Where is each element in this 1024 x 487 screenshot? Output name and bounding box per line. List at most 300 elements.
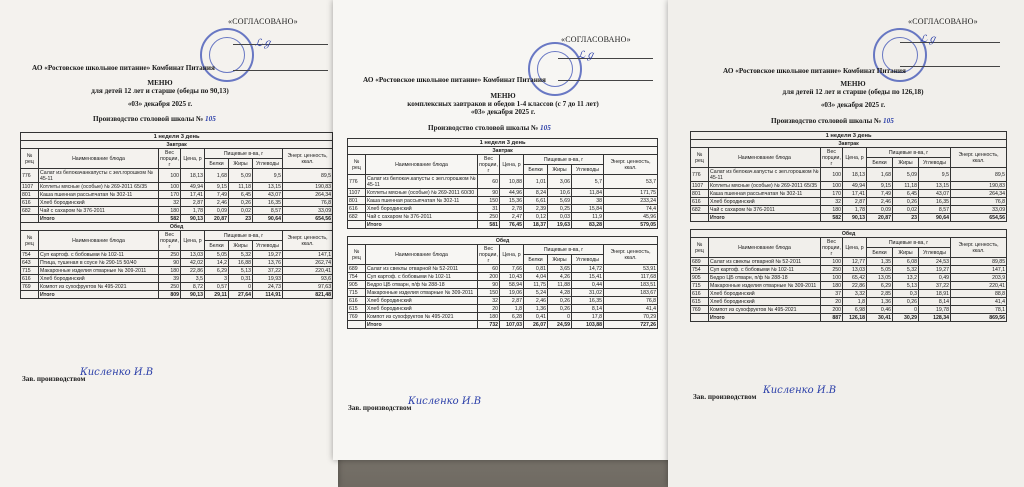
cell-recipe-no: 1107: [691, 182, 709, 190]
cell-energy: 78,1: [951, 306, 1007, 314]
cell-portion-weight: 20: [821, 298, 843, 306]
cell-energy: 220,41: [951, 282, 1007, 290]
cell-dish-name: Макаронные изделия отварные № 309-2011: [366, 289, 478, 297]
cell-carbs: 19,93: [253, 275, 283, 283]
signature: ℒℊ: [255, 38, 273, 49]
breakfast-rows: [21, 169, 333, 215]
cell-dish-name: Чай с сахаром № 376-2011: [39, 207, 159, 215]
cell-proteins: 2,46: [867, 198, 893, 206]
cell-fats: 3,06: [548, 175, 572, 189]
total-label: Итого: [366, 221, 478, 229]
col-recipe-no: № рец: [348, 155, 366, 175]
col-carbs: Углеводы: [919, 248, 951, 258]
col-carbs: Углеводы: [572, 165, 604, 175]
cell-energy: 147,1: [283, 251, 333, 259]
col-recipe-no: № рец: [691, 148, 709, 168]
cell-energy: 190,83: [951, 182, 1007, 190]
cell-recipe-no: 616: [691, 290, 709, 298]
col-proteins: Белки: [524, 165, 548, 175]
production-head-label: Зав. производством: [22, 375, 86, 383]
cell-dish-name: Суп картоф. с бобовыми № 102-11: [39, 251, 159, 259]
table-row: [348, 305, 658, 313]
table-row: [21, 183, 333, 191]
cell-dish-name: Салат из свеклы отварной № 52-2011: [366, 265, 478, 273]
cell-portion-weight: 60: [478, 265, 500, 273]
cell-recipe-no: 754: [348, 273, 366, 281]
cell-dish-name: Салат из белокачанкапусты с зел.горошком № 45-11: [39, 169, 159, 183]
cell-portion-weight: 170: [159, 191, 181, 199]
lunch-total-row: [691, 314, 1007, 322]
cell-price: 1,8: [500, 305, 524, 313]
cell-fats: 0: [893, 306, 919, 314]
cell-recipe-no: 905: [348, 281, 366, 289]
cell-recipe-no: 769: [21, 283, 39, 291]
col-proteins: Белки: [205, 241, 229, 251]
total-price: 107,03: [500, 321, 524, 329]
table-row: [691, 168, 1007, 182]
production-label: [428, 124, 551, 132]
cell-energy: 89,85: [951, 258, 1007, 266]
cell-dish-name: Хлеб бородинский: [366, 305, 478, 313]
col-energy: Энерг. ценность, ккал.: [604, 155, 658, 175]
cell-dish-name: Бедро ЦБ отварн, п/ф № 288-18: [366, 281, 478, 289]
production-head-signature: Кисленко И.В: [408, 396, 482, 407]
organization-name: АО «Ростовское школьное питание» Комбинат Питания: [723, 67, 906, 75]
section-lunch: Обед: [348, 237, 658, 245]
cell-carbs: 15,84: [572, 205, 604, 213]
cell-recipe-no: 769: [348, 313, 366, 321]
section-breakfast: Завтрак: [348, 147, 658, 155]
cell-price: 58,94: [500, 281, 524, 289]
cell-dish-name: Макаронные изделия отварные № 309-2011: [709, 282, 821, 290]
col-portion-weight: Вес порции, г: [822, 238, 841, 257]
production-head-label: Зав. производством: [693, 393, 757, 401]
cell-energy: 89,5: [283, 169, 333, 183]
cell-portion-weight: 90: [159, 259, 181, 267]
cell-proteins: 5,05: [867, 266, 893, 274]
lunch-rows: [348, 265, 658, 321]
cell-proteins: 9,15: [205, 183, 229, 191]
cell-recipe-no: 1107: [21, 183, 39, 191]
cell-proteins: 4,04: [524, 273, 548, 281]
cell-portion-weight: 32: [159, 199, 181, 207]
col-proteins: Белки: [524, 255, 548, 265]
cell-fats: 0,25: [548, 205, 572, 213]
cell-dish-name: Хлеб бородинский: [39, 199, 159, 207]
signature-line: [558, 58, 653, 59]
cell-portion-weight: 39: [159, 275, 181, 283]
cell-energy: 33,09: [283, 207, 333, 215]
cell-proteins: 0,57: [205, 283, 229, 291]
cell-dish-name: Салат из белокач.капусты с зел.горошком № 45-11: [367, 175, 476, 188]
col-price: Цена, р: [181, 231, 205, 251]
cell-price: 1,78: [843, 206, 867, 214]
total-carbs: 90,64: [919, 214, 951, 222]
cell-recipe-no: 682: [691, 206, 709, 214]
cell-fats: 0,26: [548, 297, 572, 305]
signature-line: [233, 44, 328, 45]
signature-line-2: [233, 70, 328, 71]
menu-subtitle: для детей 12 лет и старше (обеды по 90,13): [91, 87, 229, 95]
cell-price: 42,02: [181, 259, 205, 267]
cell-dish-name: Чай с сахаром № 376-2011: [366, 213, 478, 221]
cell-fats: 13,2: [893, 274, 919, 282]
approval-heading: «СОГЛАСОВАНО»: [908, 17, 978, 26]
section-breakfast: Завтрак: [21, 141, 333, 149]
cell-energy: 117,68: [604, 273, 658, 281]
table-row: [348, 189, 658, 197]
total-price: 90,13: [843, 214, 867, 222]
menu-subtitle: для детей 12 лет и старше (обеды по 126,18): [782, 88, 924, 96]
cell-proteins: 6,29: [867, 282, 893, 290]
cell-price: 15,36: [500, 197, 524, 205]
cell-carbs: 8,14: [572, 305, 604, 313]
total-carbs: 90,64: [253, 215, 283, 223]
cell-carbs: 19,27: [253, 251, 283, 259]
table-row: [691, 198, 1007, 206]
menu-sheet-3: [668, 0, 1024, 487]
menu-date: «03» декабря 2025 г.: [820, 101, 886, 109]
cell-proteins: 2,85: [867, 290, 893, 298]
col-recipe-no: № рец: [348, 245, 366, 265]
total-weight: 582: [821, 214, 843, 222]
cell-proteins: 6,61: [524, 197, 548, 205]
col-price: Цена, р: [181, 149, 205, 169]
cell-recipe-no: 615: [348, 305, 366, 313]
total-fats: 27,64: [229, 291, 253, 299]
cell-carbs: 18,91: [919, 290, 951, 298]
cell-recipe-no: 754: [691, 266, 709, 274]
cell-portion-weight: 250: [159, 251, 181, 259]
cell-portion-weight: 150: [478, 289, 500, 297]
production-label: [771, 117, 894, 125]
cell-portion-weight: 90: [478, 281, 500, 289]
cell-carbs: 43,07: [919, 190, 951, 198]
cell-price: 3,32: [843, 290, 867, 298]
cell-energy: 76,8: [604, 297, 658, 305]
total-weight: 581: [478, 221, 500, 229]
cell-dish-name: Хлеб бородинский: [366, 297, 478, 305]
cell-price: 49,94: [181, 183, 205, 191]
cell-energy: 70,29: [604, 313, 658, 321]
cell-dish-name: Хлеб бородинский: [39, 275, 159, 283]
cell-carbs: 38: [572, 197, 604, 205]
cell-fats: 0,03: [548, 213, 572, 221]
cell-price: 22,86: [181, 267, 205, 275]
cell-energy: 264,34: [283, 191, 333, 199]
cell-recipe-no: 616: [348, 205, 366, 213]
cell-price: 6,28: [500, 313, 524, 321]
cell-portion-weight: 37: [821, 290, 843, 298]
cell-recipe-no: 616: [21, 275, 39, 283]
cell-fats: 0: [229, 283, 253, 291]
menu-title: МЕНЮ: [840, 80, 866, 88]
cell-price: 44,96: [500, 189, 524, 197]
cell-recipe-no: 616: [348, 297, 366, 305]
cell-recipe-no: 801: [691, 190, 709, 198]
official-stamp: [200, 28, 254, 82]
cell-carbs: 5,7: [572, 175, 604, 189]
total-proteins: 26,07: [524, 321, 548, 329]
cell-portion-weight: 250: [821, 266, 843, 274]
production-label: [93, 115, 216, 123]
col-recipe-no: № рец: [21, 149, 39, 169]
organization-name: АО «Ростовское школьное питание» Комбинат Питания: [363, 76, 546, 84]
total-energy: 579,05: [604, 221, 658, 229]
total-fats: 19,63: [548, 221, 572, 229]
cell-energy: 203,9: [951, 274, 1007, 282]
table-row: [21, 259, 333, 267]
total-weight: 732: [478, 321, 500, 329]
cell-dish-name: Компот из сухофруктов № 495-2021: [709, 306, 821, 314]
cell-dish-name: Хлеб бородинский: [709, 198, 821, 206]
col-energy: Энерг. ценность, ккал.: [283, 231, 333, 251]
total-fats: 23: [229, 215, 253, 223]
cell-fats: 11,18: [229, 183, 253, 191]
menu-date: «03» декабря 2025 г.: [470, 108, 536, 116]
organization-name: АО «Ростовское школьное питание» Комбинат Питания: [32, 64, 215, 72]
menu-subtitle: комплексных завтраков и обедов 1-4 классов (с 7 до 11 лет): [407, 100, 599, 108]
menu-table-sheet-1: [20, 132, 333, 299]
school-number: 105: [205, 115, 216, 123]
official-stamp: [528, 42, 582, 96]
breakfast-total-row: [21, 215, 333, 223]
lunch-rows: [691, 258, 1007, 314]
col-nutrition: Пищевые в-ва, г: [524, 155, 604, 165]
cell-energy: 74,4: [604, 205, 658, 213]
cell-portion-weight: 60: [478, 175, 500, 189]
cell-fats: 0,02: [229, 207, 253, 215]
cell-price: 2,78: [500, 205, 524, 213]
cell-price: 1,78: [181, 207, 205, 215]
cell-recipe-no: 754: [21, 251, 39, 259]
col-dish-name: Наименование блюда: [709, 238, 821, 258]
cell-recipe-no: 776: [348, 175, 366, 189]
col-nutrition: Пищевые в-ва, г: [867, 148, 951, 158]
cell-fats: 6,08: [893, 258, 919, 266]
cell-recipe-no: 682: [21, 207, 39, 215]
table-row: [348, 297, 658, 305]
cell-dish-name: Суп картоф. с бобовыми № 102-11: [366, 273, 478, 281]
cell-energy: 147,1: [951, 266, 1007, 274]
cell-fats: 0,26: [229, 199, 253, 207]
cell-portion-weight: 180: [821, 282, 843, 290]
total-carbs: 83,28: [572, 221, 604, 229]
production-head-signature: Кисленко И.В: [763, 385, 837, 396]
cell-price: 2,87: [843, 198, 867, 206]
cell-carbs: 16,35: [572, 297, 604, 305]
signature: ℒℊ: [920, 34, 938, 45]
cell-proteins: 0,12: [524, 213, 548, 221]
signature-line-2: [900, 66, 1000, 67]
menu-title: МЕНЮ: [147, 79, 173, 87]
cell-proteins: 1,68: [205, 169, 229, 183]
menu-title: МЕНЮ: [490, 92, 516, 100]
cell-energy: 262,74: [283, 259, 333, 267]
total-energy: 654,56: [283, 215, 333, 223]
cell-price: 2,87: [181, 199, 205, 207]
col-nutrition: Пищевые в-ва, г: [524, 245, 604, 255]
cell-proteins: 3: [205, 275, 229, 283]
cell-proteins: 0,41: [524, 313, 548, 321]
table-row: [348, 197, 658, 205]
cell-proteins: 1,01: [524, 175, 548, 189]
col-price: Цена, р: [500, 155, 524, 175]
cell-fats: 0,02: [893, 206, 919, 214]
cell-price: 19,06: [500, 289, 524, 297]
total-proteins: 29,11: [205, 291, 229, 299]
col-carbs: Углеводы: [572, 255, 604, 265]
cell-fats: 4,26: [548, 273, 572, 281]
col-portion-weight: Вес порции, г: [160, 231, 179, 250]
production-head-signature: Кисленко И.В: [80, 367, 154, 378]
cell-proteins: 8,24: [524, 189, 548, 197]
cell-carbs: 43,07: [253, 191, 283, 199]
cell-price: 17,41: [181, 191, 205, 199]
col-energy: Энерг. ценность, ккал.: [604, 245, 658, 265]
cell-portion-weight: 250: [478, 213, 500, 221]
cell-fats: 0,26: [893, 298, 919, 306]
cell-recipe-no: 682: [348, 213, 366, 221]
cell-energy: 97,63: [283, 283, 333, 291]
cell-fats: 5,13: [893, 282, 919, 290]
total-fats: 23: [893, 214, 919, 222]
menu-sheet-1: [0, 0, 338, 487]
cell-price: 13,03: [181, 251, 205, 259]
cell-recipe-no: 801: [348, 197, 366, 205]
table-gap: [348, 229, 658, 237]
cell-dish-name: Птица, тушеная в соусе № 290-15 50/40: [39, 259, 159, 267]
cell-energy: 171,75: [604, 189, 658, 197]
cell-price: 1,8: [843, 298, 867, 306]
cell-fats: 11,18: [893, 182, 919, 190]
col-nutrition: Пищевые в-ва, г: [205, 149, 283, 159]
total-energy: 821,48: [283, 291, 333, 299]
cell-price: 13,03: [843, 266, 867, 274]
cell-price: 65,42: [843, 274, 867, 282]
total-proteins: 18,37: [524, 221, 548, 229]
total-price: 90,13: [181, 215, 205, 223]
cell-price: 12,77: [843, 258, 867, 266]
cell-energy: 33,09: [951, 206, 1007, 214]
cell-carbs: 37,22: [919, 282, 951, 290]
col-portion-weight: Вес порции, г: [160, 149, 179, 168]
total-proteins: 20,87: [205, 215, 229, 223]
cell-carbs: 24,53: [919, 258, 951, 266]
cell-energy: 190,83: [283, 183, 333, 191]
cell-dish-name: Котлеты мясные (особые) № 269-2011 65/35: [39, 183, 159, 191]
table-row: [348, 175, 658, 189]
cell-dish-name: Салат из свеклы отварной № 52-2011: [709, 258, 821, 266]
cell-carbs: 16,35: [919, 198, 951, 206]
cell-portion-weight: 150: [478, 197, 500, 205]
table-row: [691, 290, 1007, 298]
col-recipe-no: № рец: [21, 231, 39, 251]
cell-fats: 0,3: [893, 290, 919, 298]
total-energy: 869,56: [951, 314, 1007, 322]
cell-proteins: 0,81: [524, 265, 548, 273]
table-row: [21, 267, 333, 275]
table-row: [691, 266, 1007, 274]
cell-dish-name: Каша пшенная рассыпчатая № 302-11: [39, 191, 159, 199]
cell-carbs: 14,72: [572, 265, 604, 273]
total-label: Итого: [39, 291, 159, 299]
cell-portion-weight: 200: [478, 273, 500, 281]
col-portion-weight: Вес порции, г: [479, 245, 498, 264]
cell-carbs: 13,15: [919, 182, 951, 190]
cell-carbs: 8,57: [919, 206, 951, 214]
lunch-total-row: [21, 291, 333, 299]
cell-fats: 4,28: [548, 289, 572, 297]
table-row: [348, 265, 658, 273]
cell-carbs: 17,8: [572, 313, 604, 321]
cell-carbs: 15,41: [572, 273, 604, 281]
table-row: [21, 207, 333, 215]
week-day-banner: 1 неделя 3 день: [21, 133, 333, 141]
table-row: [21, 275, 333, 283]
production-head-label: Зав. производством: [348, 404, 412, 412]
cell-dish-name: Хлеб бородинский: [709, 290, 821, 298]
cell-price: 8,72: [181, 283, 205, 291]
table-row: [348, 273, 658, 281]
cell-portion-weight: 100: [821, 274, 843, 282]
cell-fats: 16,88: [229, 259, 253, 267]
table-row: [691, 298, 1007, 306]
cell-fats: 0,31: [229, 275, 253, 283]
approval-heading: «СОГЛАСОВАНО»: [228, 17, 298, 26]
table-row: [691, 306, 1007, 314]
table-row: [691, 282, 1007, 290]
table-row: [348, 313, 658, 321]
school-number: 105: [540, 124, 551, 132]
cell-proteins: 0,09: [867, 206, 893, 214]
col-energy: Энерг. ценность, ккал.: [283, 149, 333, 169]
lunch-rows: [21, 251, 333, 291]
total-weight: 809: [159, 291, 181, 299]
cell-portion-weight: 90: [478, 189, 500, 197]
total-weight: 887: [821, 314, 843, 322]
breakfast-total-row: [348, 221, 658, 229]
cell-carbs: 11,9: [572, 213, 604, 221]
total-price: 126,18: [843, 314, 867, 322]
section-lunch: Обед: [21, 223, 333, 231]
cell-recipe-no: 905: [691, 274, 709, 282]
cell-dish-name: Хлеб бородинский: [709, 298, 821, 306]
col-fats: Жиры: [548, 255, 572, 265]
cell-energy: 76,8: [283, 199, 333, 207]
week-day-banner: 1 неделя 3 день: [691, 132, 1007, 140]
table-row: [348, 205, 658, 213]
table-row: [691, 206, 1007, 214]
cell-price: 22,86: [843, 282, 867, 290]
cell-portion-weight: 200: [821, 306, 843, 314]
production-label-text: Производство столовой школы №: [428, 124, 539, 132]
table-row: [21, 191, 333, 199]
cell-carbs: 0,49: [919, 274, 951, 282]
cell-fats: 10,6: [548, 189, 572, 197]
school-number: 105: [883, 117, 894, 125]
cell-energy: 88,8: [951, 290, 1007, 298]
cell-recipe-no: 615: [691, 298, 709, 306]
col-fats: Жиры: [893, 158, 919, 168]
cell-recipe-no: 715: [348, 289, 366, 297]
cell-fats: 5,13: [229, 267, 253, 275]
col-price: Цена, р: [843, 148, 867, 168]
cell-proteins: 7,49: [205, 191, 229, 199]
cell-proteins: 1,35: [867, 258, 893, 266]
production-label-text: Производство столовой школы №: [771, 117, 882, 125]
signature-line: [900, 42, 1000, 43]
